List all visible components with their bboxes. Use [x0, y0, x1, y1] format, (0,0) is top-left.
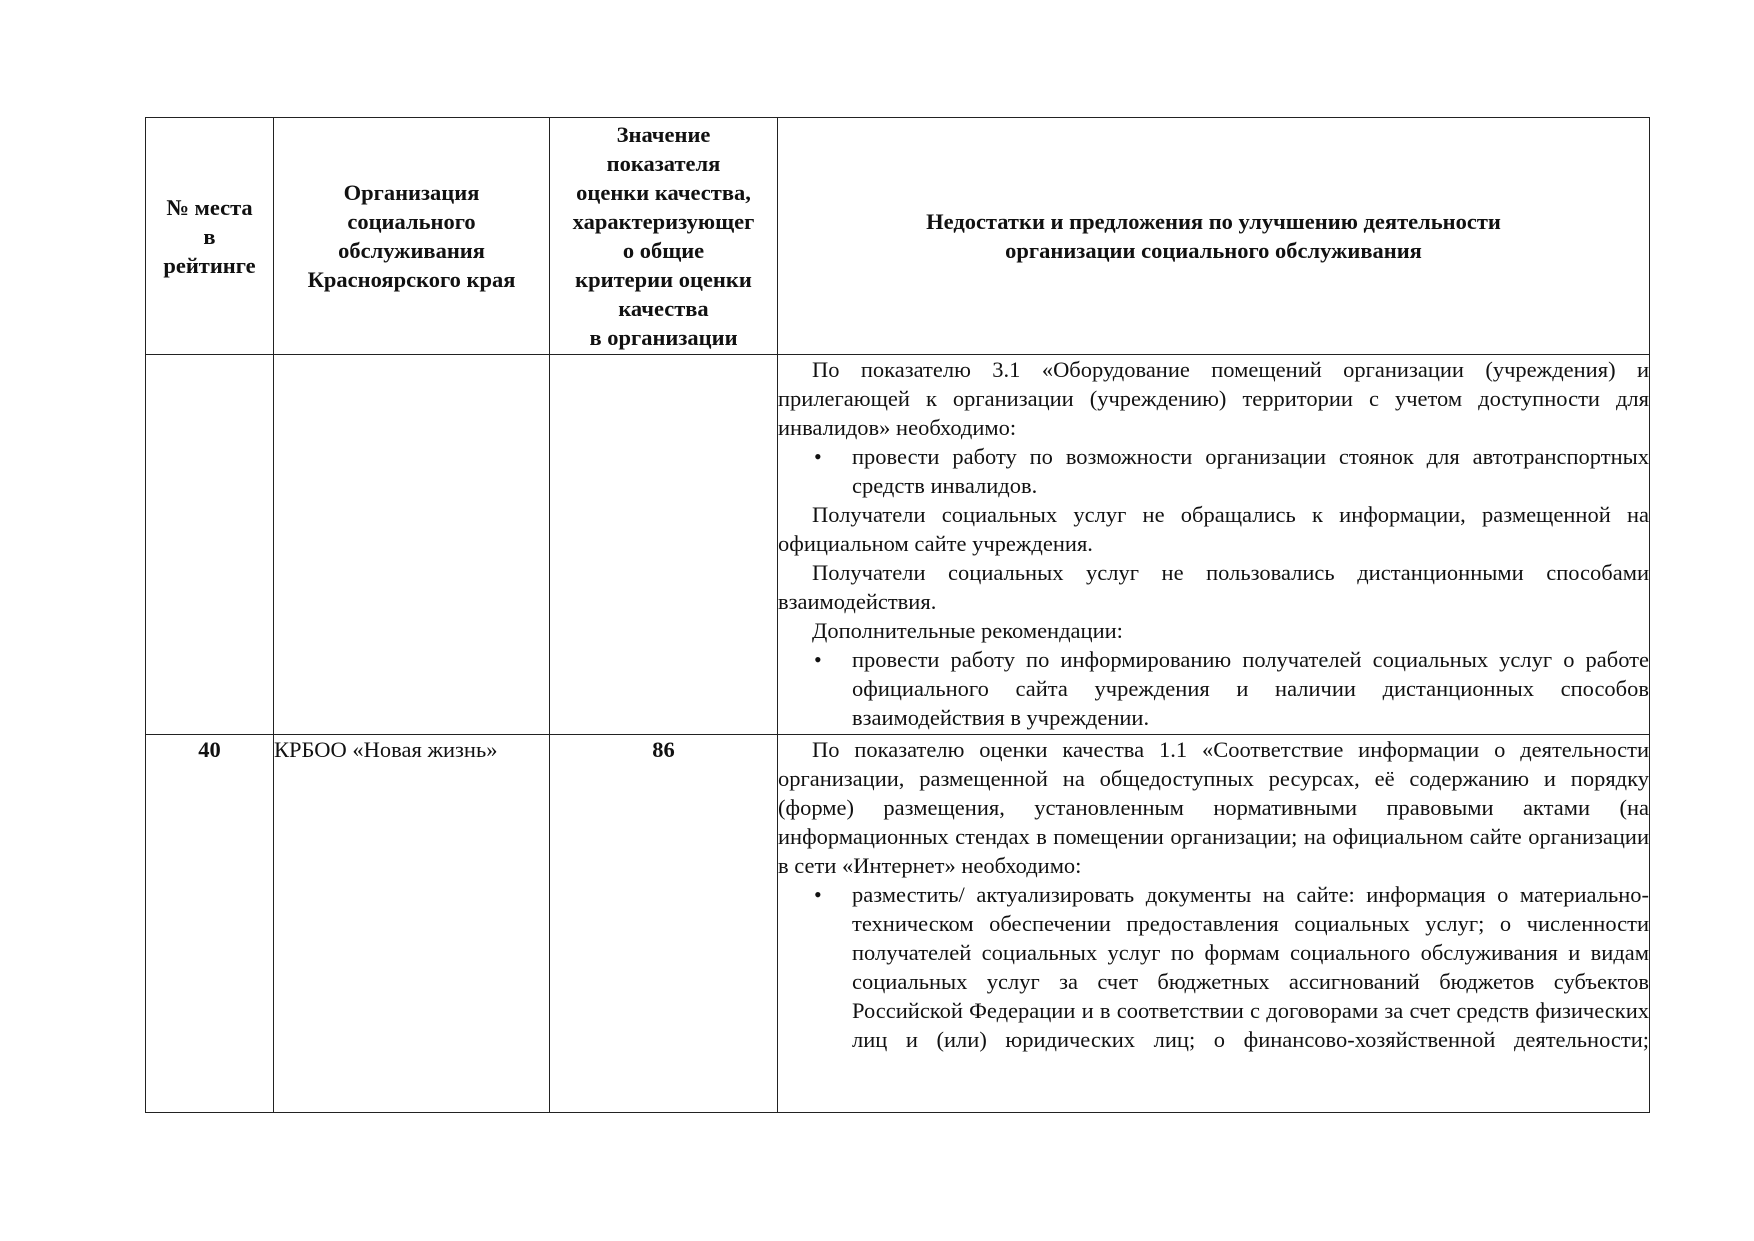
paragraph: По показателю оценки качества 1.1 «Соответствие информации о деятельности организации, размещенной на общедоступных ресурсах, её содержанию и порядку (форме) размещения, установленным нормативными правовыми актами (на информационных стендах в помещении организации; на официальном сайте организации в сети «Интернет» необходимо: [778, 737, 1649, 878]
bullet-item: • разместить/ актуализировать документы на сайте: информация о материально-техническом обеспечении предоставления социальных услуг; о численности получателей социальных услуг по формам социального обслуживания и видам социальных услуг за счет бюджетных ассигнований бюджетов субъектов Российской Федерации и в соответствии с договорами за счет средств физических лиц и (или) юридических лиц; о финансово-хозяйственной деятельности; [778, 880, 1649, 1054]
organization-cell: КРБОО «Новая жизнь» [274, 735, 550, 1113]
header-org-line: Организация [343, 180, 480, 205]
bullet-item: • провести работу по возможности организации стоянок для автотранспортных средств инвалидов. [778, 442, 1649, 500]
bullet-item: • провести работу по информированию получателей социальных услуг о работе официального сайта учреждения и наличии дистанционных способов взаимодействия в учреждении. [778, 645, 1649, 732]
header-shortcomings-line: организации социального обслуживания [1005, 238, 1422, 263]
header-score-line: характеризующег [572, 209, 755, 234]
header-score-line: показателя [606, 151, 721, 176]
table-row [146, 355, 1650, 735]
shortcomings-cell [778, 735, 1650, 1113]
header-rank [146, 118, 274, 355]
header-score-line: в организации [589, 325, 738, 350]
header-org-line: Красноярского края [307, 267, 516, 292]
header-rank-line: рейтинге [163, 252, 256, 278]
rank-cell: 40 [146, 735, 274, 1113]
paragraph: Получатели социальных услуг не пользовались дистанционными способами взаимодействия. [778, 560, 1649, 614]
ratings-table [145, 117, 1650, 1113]
header-org-line: социального [347, 209, 476, 234]
header-shortcomings [778, 118, 1650, 355]
organization-cell [274, 355, 550, 735]
score-cell [550, 355, 778, 735]
header-shortcomings-line: Недостатки и предложения по улучшению деятельности [926, 209, 1501, 234]
rank-cell [146, 355, 274, 735]
table-row [146, 735, 1650, 1113]
header-score-line: критерии оценки [575, 267, 752, 292]
header-score-line: качества [618, 296, 709, 321]
header-organization [274, 118, 550, 355]
header-score [550, 118, 778, 355]
shortcomings-cell [778, 355, 1650, 735]
score-cell: 86 [550, 735, 778, 1113]
header-score-line: Значение [616, 122, 711, 147]
header-rank-line: в [203, 223, 216, 249]
paragraph: Получатели социальных услуг не обращались к информации, размещенной на официальном сайте учреждения. [778, 502, 1649, 556]
header-rank-line: № места [166, 194, 253, 220]
header-score-line: о общие [622, 238, 705, 263]
paragraph: Дополнительные рекомендации: [812, 618, 1123, 643]
table-header-row [146, 118, 1650, 355]
header-score-line: оценки качества, [576, 180, 751, 205]
header-org-line: обслуживания [338, 238, 485, 263]
paragraph: По показателю 3.1 «Оборудование помещений организации (учреждения) и прилегающей к организации (учреждению) территории с учетом доступности для инвалидов» необходимо: [778, 357, 1649, 440]
